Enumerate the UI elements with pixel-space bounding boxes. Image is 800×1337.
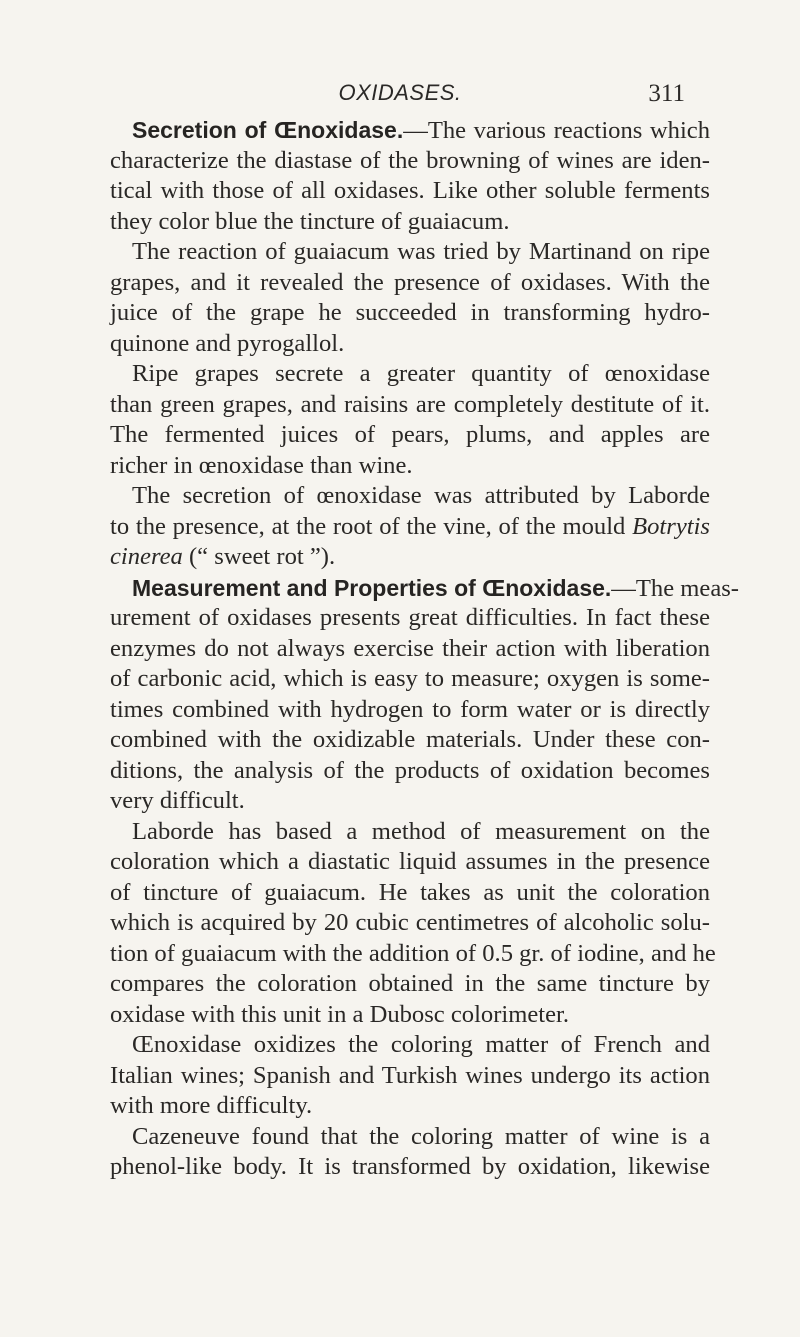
text-line: The reaction of guaiacum was tried by Martinand on ripe [132,238,710,265]
text-line: oxidase with this unit in a Dubosc colorimeter. [110,1000,570,1028]
text-span: (“ sweet rot ”). [182,543,336,570]
paragraph-coloring-matter [110,1030,710,1122]
text-span: —The various reactions which [403,117,710,144]
text-line: quinone and pyrogallol. [110,329,345,357]
body-text [110,115,739,1183]
text-line: combined with the oxidizable materials. Under these con- [110,726,710,753]
text-line: Ripe grapes secrete a greater quantity of œnoxidase [132,360,710,387]
text-line: ditions, the analysis of the products of oxidation becomes [110,756,710,784]
running-title: OXIDASES. [338,80,462,105]
running-head [0,76,800,116]
text-line [110,115,710,146]
paragraph-secretion [110,115,710,237]
text-line [110,512,710,543]
text-line: Italian wines; Spanish and Turkish wines undergo its action [110,1061,710,1089]
text-line: grapes, and it revealed the presence of oxidases. With the [110,268,710,296]
text-line: The secretion of œnoxidase was attributed by Laborde [132,482,710,509]
paragraph-laborde-secretion [110,481,710,573]
text-line: very difficult. [110,787,245,814]
text-line: juice of the grape he succeeded in transforming hydro- [110,299,710,326]
text-line: characterize the diastase of the browning of wines are iden- [110,146,710,174]
italic-term: cinerea [110,543,183,570]
text-line: Cazeneuve found that the coloring matter of wine is a [132,1122,710,1150]
text-line: phenol-like body. It is transformed by oxidation, likewise [110,1153,710,1180]
text-line [110,542,710,573]
paragraph-laborde-method [110,817,716,1031]
paragraph-ripe-grapes [110,359,710,481]
text-line [110,573,739,604]
text-line: of tincture of guaiacum. He takes as unit the coloration [110,878,710,906]
text-line: richer in œnoxidase than wine. [110,451,413,479]
paragraph-cazeneuve [110,1122,710,1183]
text-line: of carbonic acid, which is easy to measure; oxygen is some- [110,665,710,692]
text-span: to the presence, at the root of the vine, of the mould [110,512,626,540]
text-line: The fermented juices of pears, plums, and apples are [110,421,710,448]
section-heading: Measurement and Properties of Œnoxidase. [132,574,612,601]
text-line: which is acquired by 20 cubic centimetres of alcoholic solu- [110,909,710,936]
text-span: —The meas- [611,574,739,602]
text-line: tical with those of all oxidases. Like other soluble ferments [110,177,710,204]
text-line: compares the coloration obtained in the same tincture by [110,970,710,997]
paragraph-measurement [110,573,739,817]
text-line: with more difficulty. [110,1092,313,1119]
text-line: Œnoxidase oxidizes the coloring matter of French and [132,1031,710,1058]
text-line: times combined with hydrogen to form water or is directly [110,695,710,723]
paragraph-martinand [110,237,710,359]
italic-term: Botrytis [632,512,710,540]
text-line: urement of oxidases presents great difficulties. In fact these [110,604,710,631]
text-line: Laborde has based a method of measurement on the [132,817,710,845]
text-line: enzymes do not always exercise their action with liberation [110,634,710,662]
section-heading: Secretion of Œnoxidase. [132,117,404,143]
text-line: they color blue the tincture of guaiacum. [110,207,510,235]
page-number: 311 [648,80,685,107]
text-line: tion of guaiacum with the addition of 0.5 gr. of iodine, and he [110,939,716,967]
text-line: than green grapes, and raisins are completely destitute of it. [110,390,710,418]
text-line: coloration which a diastatic liquid assumes in the presence [110,848,710,875]
